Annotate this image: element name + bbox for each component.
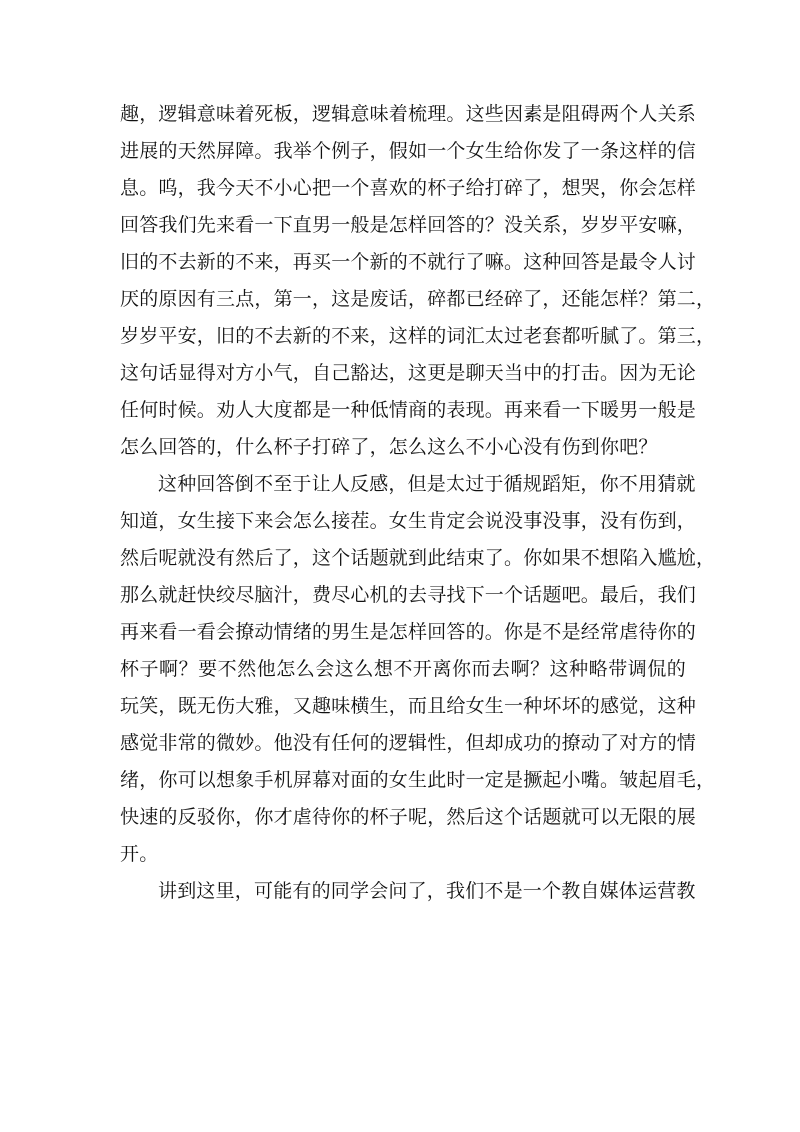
- paragraph-3: [120, 873, 696, 910]
- text-line: 然后呢就没有然后了，这个话题就到此结束了。你如果不想陷入尴尬，: [120, 547, 716, 569]
- text-line: 趣，逻辑意味着死板，逻辑意味着梳理。这些因素是阻碍两个人关系: [120, 103, 697, 125]
- text-line: 回答我们先来看一下直男一般是怎样回答的？没关系，岁岁平安嘛，: [120, 214, 697, 236]
- text-line: 玩笑，既无伤大雅，又趣味横生，而且给女生一种坏坏的感觉，这种: [120, 695, 697, 717]
- text-line: 开。: [120, 843, 159, 865]
- text-line: 怎么回答的，什么杯子打碎了，怎么这么不小心没有伤到你吧？: [120, 436, 658, 458]
- text-line: 厌的原因有三点，第一，这是废话，碎都已经碎了，还能怎样？第二，: [120, 288, 716, 310]
- text-line: 岁岁平安，旧的不去新的不来，这样的词汇太过老套都听腻了。第三，: [120, 325, 716, 347]
- body-text: [120, 96, 716, 910]
- text-line: 这句话显得对方小气，自己豁达，这更是聊天当中的打击。因为无论: [120, 362, 697, 384]
- text-line: 杯子啊？要不然他怎么会这么想不开离你而去啊？这种略带调侃的: [120, 658, 686, 680]
- text-line: 这种回答倒不至于让人反感，但是太过于循规蹈矩，你不用猜就: [158, 473, 696, 495]
- text-line: 知道，女生接下来会怎么接茬。女生肯定会说没事没事，没有伤到，: [120, 510, 697, 532]
- text-line: 再来看一看会撩动情绪的男生是怎样回答的。你是不是经常虐待你的: [120, 621, 697, 643]
- text-line: 讲到这里，可能有的同学会问了，我们不是一个教自媒体运营教: [158, 880, 696, 902]
- text-line: 快速的反驳你，你才虐待你的杯子呢，然后这个话题就可以无限的展: [120, 806, 697, 828]
- text-line: 任何时候。劝人大度都是一种低情商的表现。再来看一下暖男一般是: [120, 399, 697, 421]
- text-line: 息。呜，我今天不小心把一个喜欢的杯子给打碎了，想哭，你会怎样: [120, 177, 697, 199]
- text-line: 感觉非常的微妙。他没有任何的逻辑性，但却成功的撩动了对方的情: [120, 732, 697, 754]
- paragraph-2: [120, 466, 716, 873]
- text-line: 旧的不去新的不来，再买一个新的不就行了嘛。这种回答是最令人讨: [120, 251, 697, 273]
- text-line: 进展的天然屏障。我举个例子，假如一个女生给你发了一条这样的信: [120, 140, 697, 162]
- text-line: 那么就赶快绞尽脑汁，费尽心机的去寻找下一个话题吧。最后，我们: [120, 584, 697, 606]
- text-line: 绪，你可以想象手机屏幕对面的女生此时一定是撅起小嘴。皱起眉毛，: [120, 769, 716, 791]
- paragraph-1: [120, 96, 716, 466]
